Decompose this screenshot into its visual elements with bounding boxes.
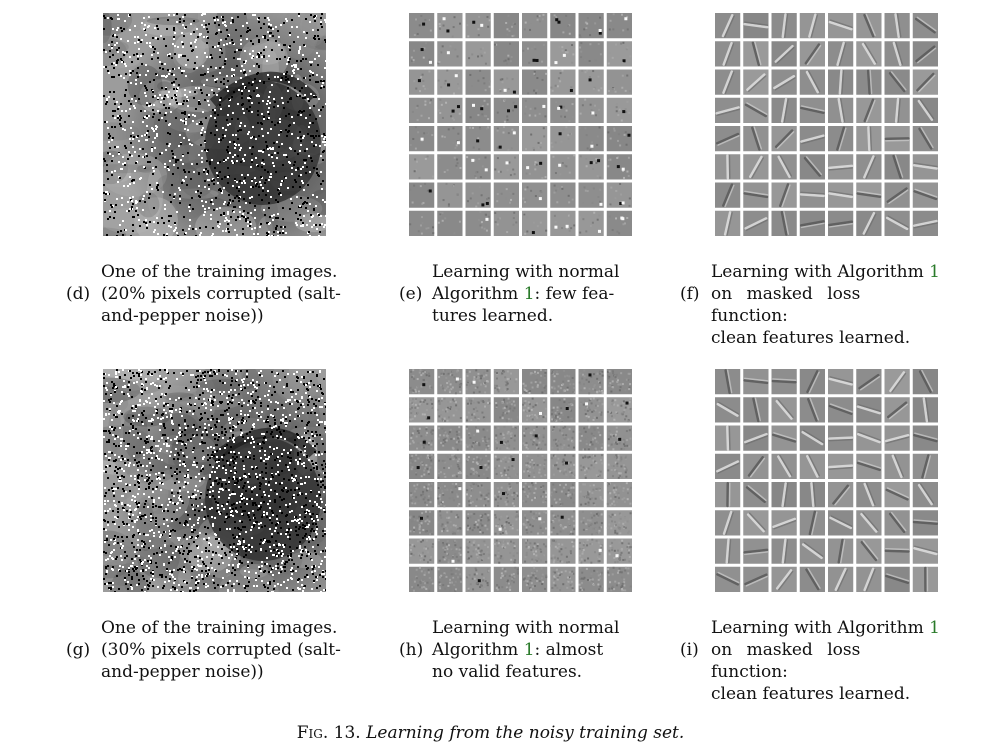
subfig-caption-g xyxy=(101,617,344,683)
feature-grid-svg-e xyxy=(409,13,632,236)
caption-line: on masked loss function: xyxy=(711,639,951,683)
caption-line xyxy=(432,283,624,305)
caption-line: One of the training images. xyxy=(101,617,344,639)
figure-caption-text: Learning from the noisy training set. xyxy=(366,723,684,743)
feature-grid-h xyxy=(409,369,632,592)
feature-grid-f xyxy=(715,13,938,236)
caption-line: (30% pixels corrupted (salt- xyxy=(101,639,344,661)
caption-line: and-pepper noise)) xyxy=(101,305,344,327)
caption-line: clean features learned. xyxy=(711,683,951,705)
caption-line: clean features learned. xyxy=(711,327,951,349)
caption-line: (20% pixels corrupted (salt- xyxy=(101,283,344,305)
subfig-label-g: (g) xyxy=(66,639,90,661)
subfig-label-e: (e) xyxy=(399,283,422,305)
subfig-caption-h xyxy=(432,617,624,683)
caption-line: Learning with normal xyxy=(432,261,624,283)
algorithm-reference-link[interactable]: 1 xyxy=(524,284,535,304)
feature-grid-e xyxy=(409,13,632,236)
figure-caption xyxy=(0,722,981,744)
subfig-label-h: (h) xyxy=(399,639,423,661)
noisy-image-g xyxy=(103,369,326,592)
caption-text: : almost xyxy=(535,640,604,660)
algorithm-reference-link[interactable]: 1 xyxy=(524,640,535,660)
caption-line: Learning with normal xyxy=(432,617,624,639)
subfig-label-d: (d) xyxy=(66,283,90,305)
subfig-caption-e xyxy=(432,261,624,327)
caption-text: Algorithm xyxy=(432,284,524,304)
caption-line xyxy=(711,261,951,283)
figure-number: Fig. 13. xyxy=(297,723,361,743)
caption-line xyxy=(711,617,951,639)
subfig-caption-d xyxy=(101,261,344,327)
feature-grid-svg-f xyxy=(715,13,938,236)
algorithm-reference-link[interactable]: 1 xyxy=(929,618,940,638)
noisy-training-image-30pct xyxy=(103,369,326,592)
caption-line: no valid features. xyxy=(432,661,624,683)
subfig-label-f: (f) xyxy=(680,283,700,305)
caption-text: : few fea- xyxy=(535,284,615,304)
caption-text: Learning with Algorithm xyxy=(711,618,929,638)
subfig-caption-i xyxy=(711,617,951,705)
feature-grid-svg-h xyxy=(409,369,632,592)
algorithm-reference-link[interactable]: 1 xyxy=(929,262,940,282)
feature-grid-svg-i xyxy=(715,369,938,592)
caption-line: One of the training images. xyxy=(101,261,344,283)
noisy-training-image-20pct xyxy=(103,13,326,236)
noisy-image-d xyxy=(103,13,326,236)
caption-line xyxy=(432,639,624,661)
subfig-caption-f xyxy=(711,261,951,349)
caption-text: Algorithm xyxy=(432,640,524,660)
caption-line: tures learned. xyxy=(432,305,624,327)
feature-grid-i xyxy=(715,369,938,592)
caption-line: on masked loss function: xyxy=(711,283,951,327)
subfig-label-i: (i) xyxy=(680,639,699,661)
caption-line: and-pepper noise)) xyxy=(101,661,344,683)
caption-text: Learning with Algorithm xyxy=(711,262,929,282)
